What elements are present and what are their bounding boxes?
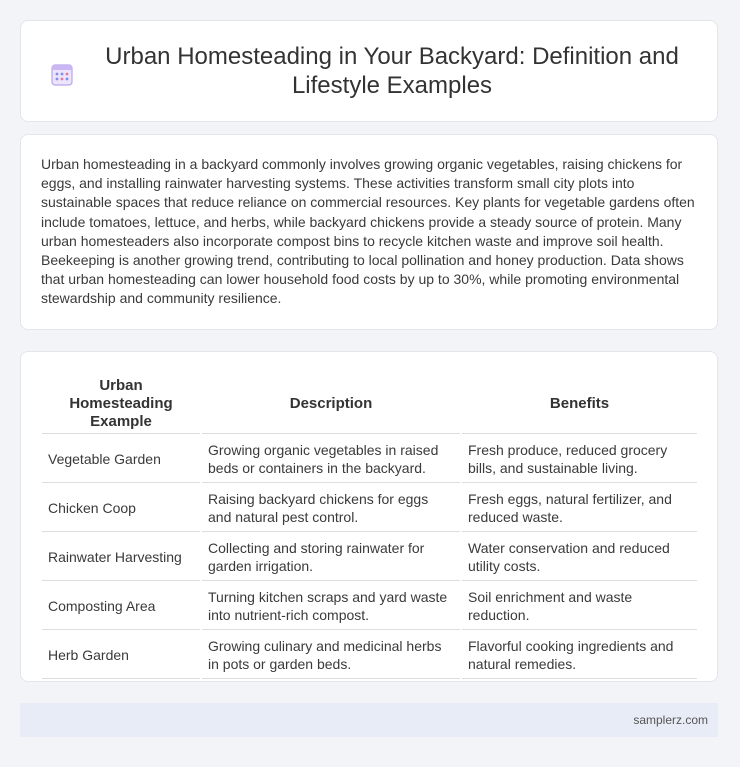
table-row [42, 434, 697, 483]
table-row [42, 483, 697, 532]
table-card [20, 351, 718, 682]
cell-description: Growing culinary and medicinal herbs in pots or garden beds. [201, 630, 461, 679]
cell-description: Raising backyard chickens for eggs and natural pest control. [201, 483, 461, 532]
table-header-row [42, 374, 697, 434]
cell-description: Turning kitchen scraps and yard waste into nutrient-rich compost. [201, 581, 461, 630]
intro-card [20, 134, 718, 330]
cell-benefits: Soil enrichment and waste reduction. [461, 581, 697, 630]
footer-site-link[interactable]: samplerz.com [633, 713, 708, 727]
calendar-icon [49, 62, 75, 88]
examples-table [42, 374, 697, 679]
cell-benefits: Fresh eggs, natural fertilizer, and reduced waste. [461, 483, 697, 532]
cell-description: Collecting and storing rainwater for garden irrigation. [201, 532, 461, 581]
title-wrap [49, 42, 689, 100]
table-row [42, 581, 697, 630]
cell-benefits: Flavorful cooking ingredients and natural remedies. [461, 630, 697, 679]
cell-benefits: Water conservation and reduced utility costs. [461, 532, 697, 581]
cell-example: Composting Area [42, 581, 201, 630]
cell-description: Growing organic vegetables in raised beds or containers in the backyard. [201, 434, 461, 483]
header-example: Urban Homesteading Example [42, 374, 201, 434]
page-title: Urban Homesteading in Your Backyard: Definition and Lifestyle Examples [105, 43, 679, 99]
table-row [42, 532, 697, 581]
header-benefits: Benefits [461, 374, 697, 434]
cell-example: Vegetable Garden [42, 434, 201, 483]
title-card [20, 20, 718, 122]
cell-example: Chicken Coop [42, 483, 201, 532]
cell-benefits: Fresh produce, reduced grocery bills, and sustainable living. [461, 434, 697, 483]
intro-paragraph: Urban homesteading in a backyard commonly involves growing organic vegetables, raising chickens for eggs, and installing rainwater harvesting systems. These activities transform small city plots into sustainable spaces that reduce reliance on commercial resources. Key plants for vegetable gardens often include tomatoes, lettuce, and herbs, while backyard chickens provide a steady source of protein. Many urban homesteaders also incorporate compost bins to recycle kitchen waste and improve soil health. Beekeeping is another growing trend, contributing to local pollination and honey production. Data shows that urban homesteading can lower household food costs by up to 30%, while promoting environmental stewardship and community resilience. [41, 156, 695, 307]
cell-example: Herb Garden [42, 630, 201, 679]
cell-example: Rainwater Harvesting [42, 532, 201, 581]
footer [20, 703, 718, 737]
header-description: Description [201, 374, 461, 434]
table-row [42, 630, 697, 679]
